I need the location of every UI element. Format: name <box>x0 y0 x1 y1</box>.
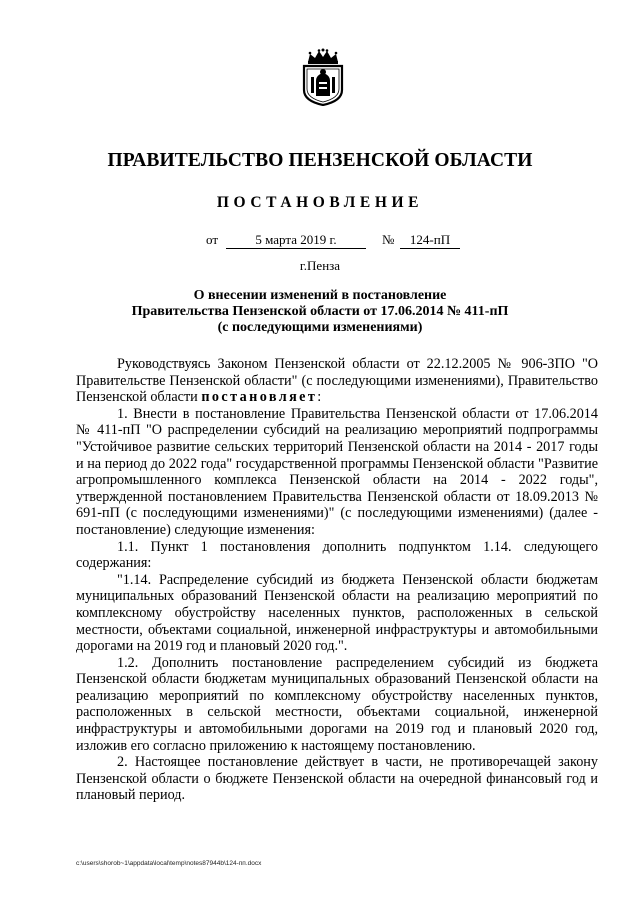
file-path-footer: c:\users\shorob~1\appdata\local\temp\notes87944b\124-пп.docx <box>76 860 262 867</box>
subject-line-3: (с последующими изменениями) <box>217 320 423 335</box>
document-number: 124-пП <box>400 232 460 249</box>
paragraph-1-1: 1.1. Пункт 1 постановления дополнить подпунктом 1.14. следующего содержания: <box>76 538 598 572</box>
coat-of-arms-icon <box>298 48 348 106</box>
paragraph-2: 2. Настоящее постановление действует в части, не противоречащей закону Пензенской области о бюджете Пензенской области на очередной финансовый год и плановый период. <box>76 754 598 804</box>
government-title: ПРАВИТЕЛЬСТВО ПЕНЗЕНСКОЙ ОБЛАСТИ <box>107 150 533 171</box>
resolves-word: постановляет <box>201 389 318 406</box>
date-prefix: от <box>206 232 219 247</box>
subject-line-1: О внесении изменений в постановление <box>193 288 447 303</box>
paragraph-1-2: 1.2. Дополнить постановление распределением субсидий из бюджета Пензенской области бюджетам муниципальных образований Пензенской области на реализацию мероприятий по комплексному обустройству населенных пунктов, расположенных в сельской местности, объектами социальной, инженерной инфраструктуры и автомобильными дорогами на 2019 год и плановый 2020 год, изложив его согласно приложению к настоящему постановлению. <box>76 654 598 754</box>
number-prefix: № <box>382 232 395 247</box>
paragraph-1-14: "1.14. Распределение субсидий из бюджета Пензенской области бюджетам муниципальных образований Пензенской области на реализацию мероприятий по комплексному обустройству населенных пунктов, расположенных в сельской местности, объектами социальной, инженерной инфраструктуры и автомобильными дорогами на 2019 год и плановый 2020 год.". <box>76 571 598 655</box>
document-type: ПОСТАНОВЛЕНИЕ <box>216 194 424 211</box>
preamble-end: : <box>317 389 322 406</box>
preamble-text: Руководствуясь Законом Пензенской области от 22.12.2005 № 906-ЗПО "О Правительстве Пензенской области" (с последующими изменениями), Правительство Пензенской области <box>76 356 598 406</box>
subject-line-2: Правительства Пензенской области от 17.06.2014 № 411-пП <box>131 304 509 319</box>
document-body <box>76 356 598 804</box>
document-subject <box>90 288 550 336</box>
paragraph-1: 1. Внести в постановление Правительства Пензенской области от 17.06.2014 № 411-пП "О распределении субсидий на реализацию мероприятий подпрограммы "Устойчивое развитие сельских территорий Пензенской области на 2014 - 2017 годы и на период до 2022 года" государственной программы Пензенской области "Развитие агропромышленного комплекса Пензенской области на 2014 - 2022 годы", утвержденной постановлением Правительства Пензенской области от 18.09.2013 № 691-пП (с последующими изменениями)" (с последующими изменениями) (далее - постановление) следующие изменения: <box>76 405 598 538</box>
document-date: 5 марта 2019 г. <box>226 232 366 249</box>
city: г.Пенза <box>299 258 341 273</box>
preamble-paragraph <box>76 356 598 406</box>
